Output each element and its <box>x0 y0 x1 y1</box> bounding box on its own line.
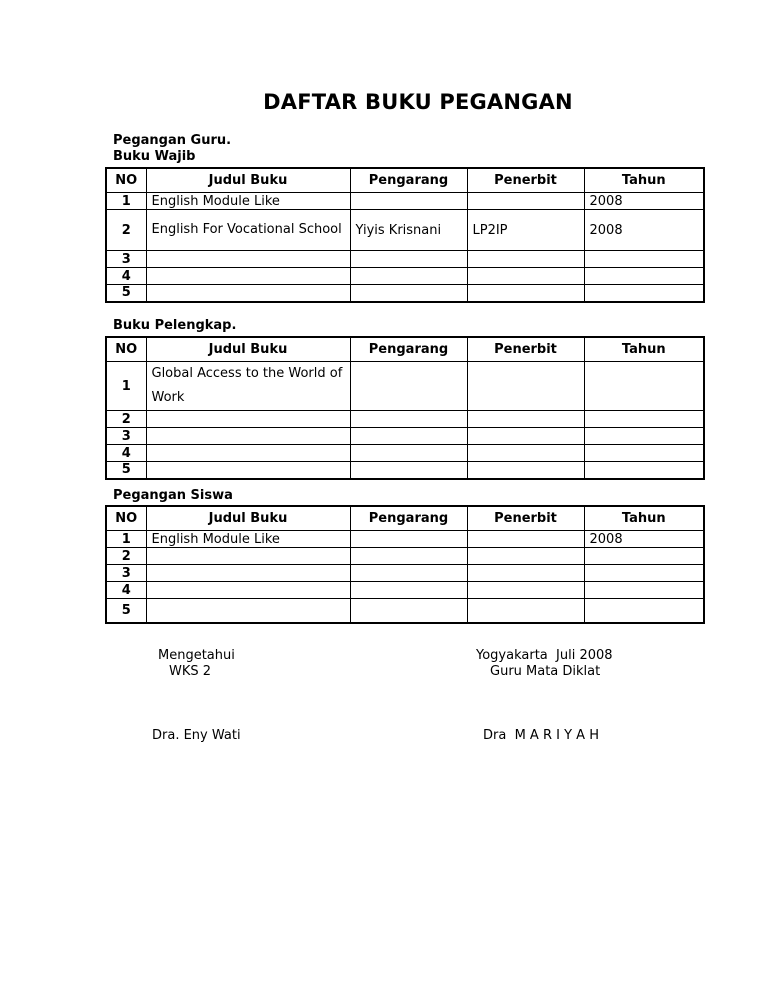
signature-left-name: Dra. Eny Wati <box>152 728 241 743</box>
row-penerbit <box>467 362 584 411</box>
row-pengarang <box>350 411 467 428</box>
row-tahun <box>584 268 704 285</box>
row-judul <box>146 285 350 302</box>
row-pengarang <box>350 582 467 599</box>
row-pengarang <box>350 285 467 302</box>
signature-right-role: Guru Mata Diklat <box>490 664 601 679</box>
row-tahun: 2008 <box>584 531 704 548</box>
siswa-table <box>105 505 705 624</box>
row-penerbit <box>467 462 584 479</box>
row-tahun: 2008 <box>584 210 704 251</box>
row-pengarang <box>350 362 467 411</box>
row-pengarang <box>350 193 467 210</box>
header-pengarang: Pengarang <box>350 168 467 193</box>
row-pengarang <box>350 531 467 548</box>
row-tahun <box>584 599 704 623</box>
table-header-row <box>106 337 704 362</box>
row-tahun <box>584 428 704 445</box>
row-judul <box>146 411 350 428</box>
siswa-label: Pegangan Siswa <box>113 488 233 503</box>
row-judul <box>146 268 350 285</box>
row-pengarang <box>350 445 467 462</box>
row-tahun <box>584 251 704 268</box>
row-penerbit <box>467 251 584 268</box>
row-penerbit <box>467 582 584 599</box>
row-no: 3 <box>106 251 146 268</box>
row-tahun <box>584 462 704 479</box>
row-judul <box>146 251 350 268</box>
table-row <box>106 445 704 462</box>
row-tahun <box>584 565 704 582</box>
row-no: 4 <box>106 268 146 285</box>
header-no: NO <box>106 506 146 531</box>
row-judul <box>146 462 350 479</box>
signature-left-title: Mengetahui <box>158 648 235 663</box>
table-row <box>106 548 704 565</box>
signature-right-name: Dra M A R I Y A H <box>483 728 599 743</box>
row-tahun <box>584 285 704 302</box>
row-no: 2 <box>106 210 146 251</box>
table-row <box>106 251 704 268</box>
row-judul <box>146 428 350 445</box>
row-judul: English Module Like <box>146 531 350 548</box>
header-tahun: Tahun <box>584 506 704 531</box>
row-judul: English Module Like <box>146 193 350 210</box>
table-row <box>106 462 704 479</box>
row-judul <box>146 445 350 462</box>
row-penerbit <box>467 599 584 623</box>
pelengkap-table <box>105 336 705 480</box>
row-pengarang <box>350 565 467 582</box>
row-pengarang <box>350 428 467 445</box>
row-tahun: 2008 <box>584 193 704 210</box>
row-judul <box>146 565 350 582</box>
header-judul: Judul Buku <box>146 168 350 193</box>
row-penerbit: LP2IP <box>467 210 584 251</box>
row-pengarang: Yiyis Krisnani <box>350 210 467 251</box>
table-header-row <box>106 506 704 531</box>
header-penerbit: Penerbit <box>467 506 584 531</box>
row-tahun <box>584 582 704 599</box>
table-row <box>106 268 704 285</box>
row-no: 4 <box>106 582 146 599</box>
signature-left-role: WKS 2 <box>169 664 212 679</box>
row-judul: Global Access to the World of Work <box>146 362 350 411</box>
row-tahun <box>584 411 704 428</box>
row-no: 3 <box>106 428 146 445</box>
row-penerbit <box>467 268 584 285</box>
row-no: 5 <box>106 285 146 302</box>
header-penerbit: Penerbit <box>467 168 584 193</box>
header-judul: Judul Buku <box>146 337 350 362</box>
row-penerbit <box>467 411 584 428</box>
row-pengarang <box>350 251 467 268</box>
table-row <box>106 531 704 548</box>
header-judul: Judul Buku <box>146 506 350 531</box>
table-row <box>106 599 704 623</box>
wajib-label: Buku Wajib <box>113 149 196 164</box>
signature-right-place-date: Yogyakarta Juli 2008 <box>476 648 613 663</box>
row-no: 5 <box>106 599 146 623</box>
row-tahun <box>584 362 704 411</box>
row-tahun <box>584 548 704 565</box>
row-no: 1 <box>106 531 146 548</box>
pelengkap-label: Buku Pelengkap. <box>113 318 237 333</box>
table-row <box>106 285 704 302</box>
row-judul: English For Vocational School <box>146 210 350 251</box>
header-pengarang: Pengarang <box>350 337 467 362</box>
row-penerbit <box>467 428 584 445</box>
row-penerbit <box>467 531 584 548</box>
row-judul <box>146 599 350 623</box>
row-pengarang <box>350 599 467 623</box>
table-row <box>106 210 704 251</box>
header-tahun: Tahun <box>584 337 704 362</box>
row-penerbit <box>467 565 584 582</box>
row-judul <box>146 582 350 599</box>
row-no: 1 <box>106 193 146 210</box>
row-no: 5 <box>106 462 146 479</box>
header-no: NO <box>106 168 146 193</box>
row-penerbit <box>467 548 584 565</box>
row-no: 4 <box>106 445 146 462</box>
header-pengarang: Pengarang <box>350 506 467 531</box>
table-row <box>106 582 704 599</box>
header-no: NO <box>106 337 146 362</box>
row-pengarang <box>350 268 467 285</box>
row-no: 3 <box>106 565 146 582</box>
wajib-table <box>105 167 705 303</box>
table-header-row <box>106 168 704 193</box>
table-row <box>106 362 704 411</box>
table-row <box>106 428 704 445</box>
row-penerbit <box>467 285 584 302</box>
page-title: DAFTAR BUKU PEGANGAN <box>263 90 573 114</box>
row-penerbit <box>467 445 584 462</box>
row-no: 1 <box>106 362 146 411</box>
table-row <box>106 193 704 210</box>
table-row <box>106 565 704 582</box>
row-no: 2 <box>106 411 146 428</box>
header-tahun: Tahun <box>584 168 704 193</box>
table-row <box>106 411 704 428</box>
row-pengarang <box>350 548 467 565</box>
row-no: 2 <box>106 548 146 565</box>
row-pengarang <box>350 462 467 479</box>
row-penerbit <box>467 193 584 210</box>
guru-label: Pegangan Guru. <box>113 133 232 148</box>
row-judul <box>146 548 350 565</box>
header-penerbit: Penerbit <box>467 337 584 362</box>
row-tahun <box>584 445 704 462</box>
